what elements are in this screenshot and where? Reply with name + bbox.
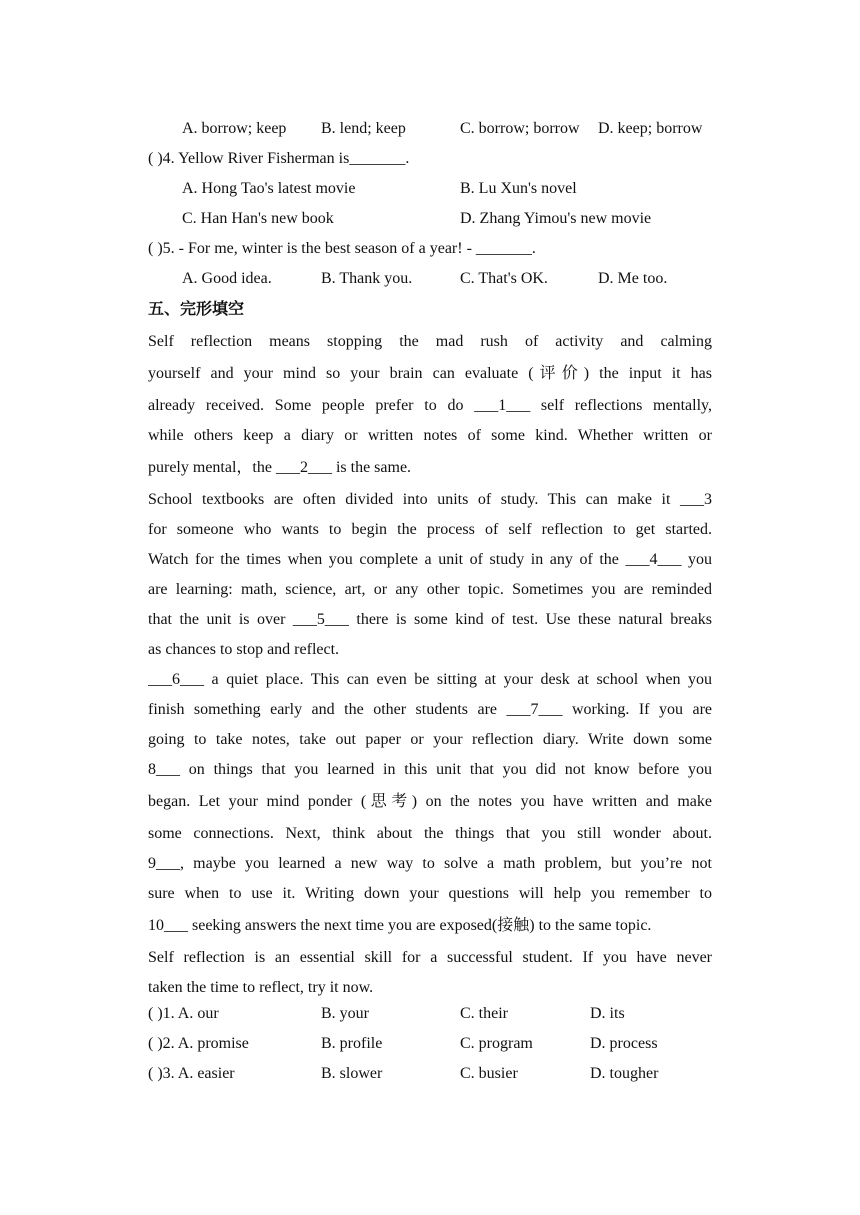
cloze-q1-option-d: D. its [590, 1005, 625, 1022]
passage-line: finish something early and the other students are ___7___ working. If you are [148, 701, 712, 718]
passage-line: for someone who wants to begin the process of self reflection to get started. [148, 521, 712, 538]
passage-line: 8___ on things that you learned in this unit that you did not know before you [148, 761, 712, 778]
q4-option-c: C. Han Han's new book [182, 210, 334, 227]
passage-line: School textbooks are often divided into units of study. This can make it ___3 [148, 491, 712, 508]
cloze-question-1 [148, 999, 712, 1029]
q3-option-d: D. keep; borrow [598, 120, 703, 137]
passage-line: going to take notes, take out paper or your reflection diary. Write down some [148, 731, 712, 748]
passage-line: already received. Some people prefer to do ___1___ self reflections mentally, [148, 397, 712, 414]
cloze-q3-option-d: D. tougher [590, 1065, 659, 1082]
cloze-q3-option-c: C. busier [460, 1065, 518, 1082]
q5-option-a: A. Good idea. [182, 270, 272, 287]
passage-line: Self reflection is an essential skill for a successful student. If you have never [148, 949, 712, 966]
passage-line: that the unit is over ___5___ there is some kind of test. Use these natural breaks [148, 611, 712, 628]
q4-option-a: A. Hong Tao's latest movie [182, 180, 356, 197]
q4-option-b: B. Lu Xun's novel [460, 180, 577, 197]
q4-option-d: D. Zhang Yimou's new movie [460, 210, 652, 227]
q5-option-d: D. Me too. [598, 270, 668, 287]
q4-options-row1 [148, 174, 712, 204]
passage-line: Self reflection means stopping the mad rush of activity and calming [148, 333, 712, 350]
q4-options-row2 [148, 204, 712, 234]
passage-line: 10___ seeking answers the next time you are exposed(接触) to the same topic. [148, 917, 652, 934]
q5-options [148, 264, 712, 294]
cloze-question-3 [148, 1059, 712, 1089]
q5-option-b: B. Thank you. [321, 270, 413, 287]
passage-line: ___6___ a quiet place. This can even be sitting at your desk at school when you [148, 671, 712, 688]
passage-line: purely mental，the ___2___ is the same. [148, 459, 412, 476]
q3-option-b: B. lend; keep [321, 120, 406, 137]
section-title: 五、完形填空 [148, 299, 245, 318]
cloze-passage [148, 327, 712, 1003]
cloze-q2-option-c: C. program [460, 1035, 533, 1052]
passage-line: as chances to stop and reflect. [148, 641, 340, 658]
passage-line: are learning: math, science, art, or any other topic. Sometimes you are reminded [148, 581, 712, 598]
q3-option-a: A. borrow; keep [182, 120, 287, 137]
q5-stem: ( )5. - For me, winter is the best season of a year! - _______. [148, 240, 536, 257]
passage-line: sure when to use it. Writing down your questions will help you remember to [148, 885, 712, 902]
cloze-q1-option-b: B. your [321, 1005, 369, 1022]
passage-line: began. Let your mind ponder (思考) on the notes you have written and make [148, 793, 712, 810]
cloze-q3-stem: ( )3. A. easier [148, 1065, 235, 1082]
passage-line: Watch for the times when you complete a unit of study in any of the ___4___ you [148, 551, 712, 568]
q4-stem: ( )4. Yellow River Fisherman is_______. [148, 150, 410, 167]
cloze-q1-stem: ( )1. A. our [148, 1005, 219, 1022]
passage-line: yourself and your mind so your brain can evaluate (评价) the input it has [148, 365, 712, 382]
cloze-q2-option-b: B. profile [321, 1035, 383, 1052]
cloze-q2-option-d: D. process [590, 1035, 658, 1052]
cloze-question-2 [148, 1029, 712, 1059]
passage-line: while others keep a diary or written notes of some kind. Whether written or [148, 427, 712, 444]
passage-line: some connections. Next, think about the things that you still wonder about. [148, 825, 712, 842]
passage-line: taken the time to reflect, try it now. [148, 979, 374, 996]
q3-option-c: C. borrow; borrow [460, 120, 580, 137]
q5-option-c: C. That's OK. [460, 270, 548, 287]
q3-options [148, 114, 712, 144]
cloze-q3-option-b: B. slower [321, 1065, 383, 1082]
cloze-q2-stem: ( )2. A. promise [148, 1035, 249, 1052]
cloze-q1-option-c: C. their [460, 1005, 508, 1022]
passage-line: 9___, maybe you learned a new way to solve a math problem, but you’re not [148, 855, 712, 872]
